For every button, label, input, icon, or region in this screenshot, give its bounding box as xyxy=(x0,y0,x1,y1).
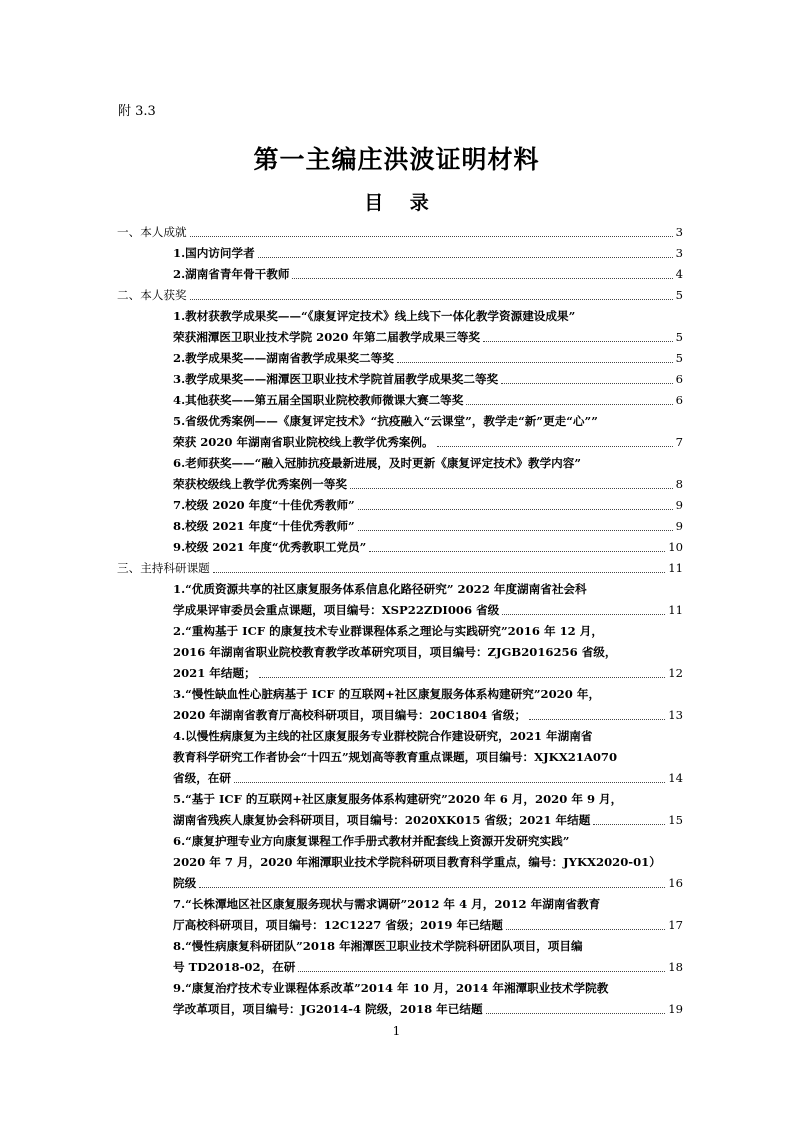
toc-item-2-7[interactable]: 7.校级 2020 年度“十佳优秀教师” 9 xyxy=(173,498,683,512)
toc-item-1-1[interactable]: 1.国内访问学者 3 xyxy=(173,246,683,260)
toc-item-2-8[interactable]: 8.校级 2021 年度“十佳优秀教师” 9 xyxy=(173,519,683,533)
toc-section-1[interactable]: 一、本人成就 3 xyxy=(117,225,683,239)
toc-item-2-5[interactable]: 5.省级优秀案例——《康复评定技术》“抗疫融入“云课堂”，教学走“新”更走“心”” 荣获 2020 年湖南省职业院校线上教学优秀案例。 7 xyxy=(173,414,683,449)
toc-item-3-7[interactable]: 7.“长株潭地区社区康复服务现状与需求调研”2012 年 4 月，2012 年湖南省教育 厅高校科研项目，项目编号：12C1227 省级；2019 年已结题 17 xyxy=(173,897,683,932)
toc-item-2-2[interactable]: 2.教学成果奖——湖南省教学成果奖二等奖 5 xyxy=(173,351,683,365)
document-title: 第一主编庄洪波证明材料 xyxy=(253,145,540,174)
toc-item-2-9[interactable]: 9.校级 2021 年度“优秀教职工党员” 10 xyxy=(173,540,683,554)
toc-item-3-4[interactable]: 4.以慢性病康复为主线的社区康复服务专业群校院合作建设研究，2021 年湖南省 教育科学研究工作者协会“十四五”规划高等教育重点课题，项目编号：XJKX21A070 省级，在研 14 xyxy=(173,729,683,785)
toc-section-3[interactable]: 三、主持科研课题 11 xyxy=(117,561,683,575)
toc-item-3-3[interactable]: 3.“慢性缺血性心脏病基于 ICF 的互联网+社区康复服务体系构建研究”2020 年， 2020 年湖南省教育厅高校科研项目，项目编号：20C1804 省级； 13 xyxy=(173,687,683,722)
toc-heading: 目 录 xyxy=(364,192,429,214)
toc-section-2[interactable]: 二、本人获奖 5 xyxy=(117,288,683,302)
toc-item-3-8[interactable]: 8.“慢性病康复科研团队”2018 年湘潭医卫职业技术学院科研团队项目，项目编 号 TD2018-02，在研 18 xyxy=(173,939,683,974)
toc-item-3-5[interactable]: 5.“基于 ICF 的互联网+社区康复服务体系构建研究”2020 年 6 月，2020 年 9 月， 湖南省残疾人康复协会科研项目，项目编号：2020XK015 省级；2021 年结题 15 xyxy=(173,792,683,827)
toc-item-2-4[interactable]: 4.其他获奖——第五届全国职业院校教师微课大赛二等奖 6 xyxy=(173,393,683,407)
toc-item-1-2[interactable]: 2.湖南省青年骨干教师 4 xyxy=(173,267,683,281)
attachment-label: 附 3.3 xyxy=(118,104,156,119)
table-of-contents xyxy=(117,222,683,1020)
toc-item-3-6[interactable]: 6.“康复护理专业方向康复课程工作手册式教材并配套线上资源开发研究实践” 2020 年 7 月，2020 年湘潭职业技术学院科研项目教育科学重点，编号：JYKX2020-01） 院级 16 xyxy=(173,834,683,890)
toc-item-3-9[interactable]: 9.“康复治疗技术专业课程体系改革”2014 年 10 月，2014 年湘潭职业技术学院教 学改革项目，项目编号：JG2014-4 院级，2018 年已结题 19 xyxy=(173,981,683,1016)
toc-item-2-3[interactable]: 3.教学成果奖——湘潭医卫职业技术学院首届教学成果奖二等奖 6 xyxy=(173,372,683,386)
toc-item-2-1[interactable]: 1.教材获教学成果奖——“《康复评定技术》线上线下一体化教学资源建设成果” 荣获湘潭医卫职业技术学院 2020 年第二届教学成果三等奖 5 xyxy=(173,309,683,344)
toc-item-3-2[interactable]: 2.“重构基于 ICF 的康复技术专业群课程体系之理论与实践研究”2016 年 12 月， 2016 年湖南省职业院校教育教学改革研究项目，项目编号：ZJGB2016256 省级， 2021 年结题； 12 xyxy=(173,624,683,680)
toc-item-3-1[interactable]: 1.“优质资源共享的社区康复服务体系信息化路径研究” 2022 年度湖南省社会科 学成果评审委员会重点课题，项目编号：XSP22ZDI006 省级 11 xyxy=(173,582,683,617)
page-number: 1 xyxy=(392,1024,401,1038)
toc-item-2-6[interactable]: 6.老师获奖——“融入冠肺抗疫最新进展，及时更新《康复评定技术》教学内容” 荣获校级线上教学优秀案例一等奖 8 xyxy=(173,456,683,491)
